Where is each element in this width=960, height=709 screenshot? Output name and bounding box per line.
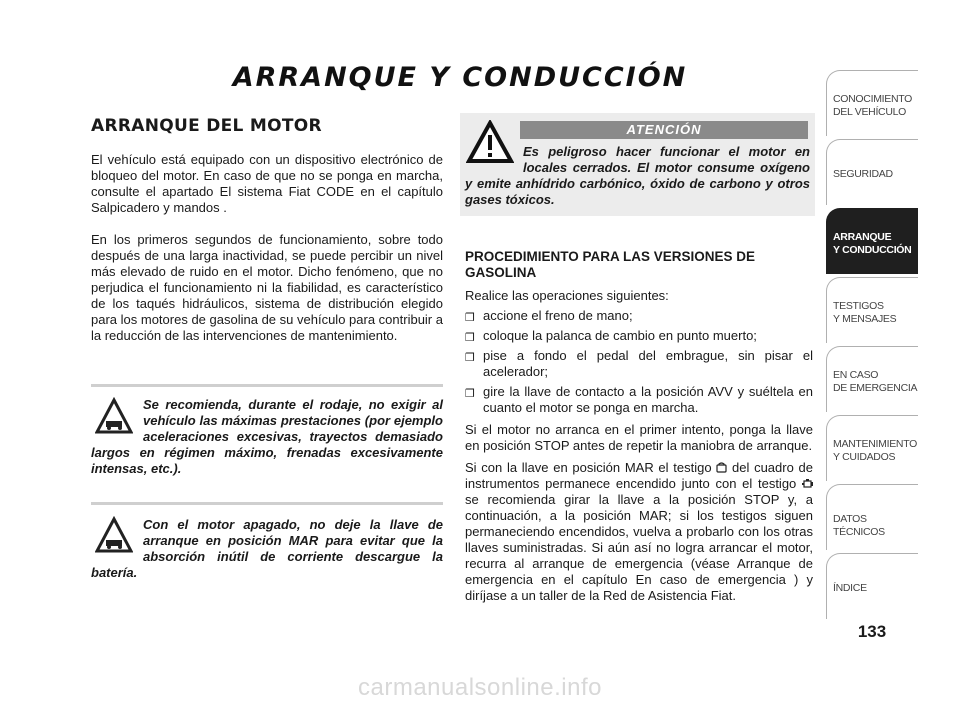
note-text: Con el motor apagado, no deje la llave de arranque en posición MAR para evitar que la absorción inútil de corriente descargue la batería. [91, 517, 443, 580]
section-title: ARRANQUE DEL MOTOR [91, 116, 322, 136]
noise-paragraph [91, 232, 443, 344]
page-title: ARRANQUE Y CONDUCCIÓN [232, 62, 688, 93]
checkbox-icon: ❒ [465, 388, 475, 400]
checkbox-icon: ❒ [465, 312, 475, 324]
note-running-in [91, 397, 443, 477]
list-item: ❒ pise a fondo el pedal del embrague, sin pisar el acelerador; [465, 348, 813, 379]
restart-paragraph: Si el motor no arranca en el primer intento, ponga la llave en posición STOP antes de repetir la maniobra de arranque. [465, 422, 813, 453]
procedure-body [465, 288, 813, 610]
engine-fault-indicator-icon [802, 478, 813, 489]
list-item: ❒ accione el freno de mano; [465, 308, 633, 324]
tab-arranque[interactable]: ARRANQUE Y CONDUCCIÓN [826, 208, 918, 274]
divider [91, 502, 443, 505]
checkbox-icon: ❒ [465, 352, 475, 364]
procedure-title: PROCEDIMIENTO PARA LAS VERSIONES DE GASOLINA [465, 249, 756, 280]
warning-text-block [465, 144, 810, 208]
list-item: ❒ coloque la palanca de cambio en punto muerto; [465, 328, 757, 344]
tab-conocimiento[interactable]: CONOCIMIENTO DEL VEHÍCULO [826, 70, 918, 136]
paragraph: El vehículo está equipado con un dispositivo electrónico de bloqueo del motor. En caso de que no se ponga en marcha, consulte el apartado El sistema Fiat CODE en el capítulo Salpicadero y mandos . [91, 152, 443, 215]
note-text: Se recomienda, durante el rodaje, no exigir al vehículo las máximas prestaciones (por ejemplo aceleraciones excesivas, trayectos demasiado largos en régimen máximo, frenadas excesivamente intensas, etc.). [91, 397, 443, 476]
fiat-code-indicator-icon [716, 462, 727, 473]
paragraph: En los primeros segundos de funcionamiento, sobre todo después de una larga inactividad, se puede percibir un nivel más elevado de ruido en el motor. Dicho fenómeno, que no perjudica el funcionamiento ni la fiabilidad, es característico de los taqués hidráulicos, sistema de distribución elegido para los motores de gasolina de su vehículo para contribuir a la reducción de las intervenciones de mantenimiento. [91, 232, 443, 343]
step-list [465, 308, 813, 416]
tab-testigos[interactable]: TESTIGOS Y MENSAJES [826, 277, 918, 343]
note-battery [91, 517, 443, 581]
divider [91, 384, 443, 387]
tab-mantenimiento[interactable]: MANTENIMIENTO Y CUIDADOS [826, 415, 918, 481]
list-item: ❒ gire la llave de contacto a la posición AVV y suéltela en cuanto el motor se ponga en marcha. [465, 384, 813, 415]
watermark: carmanualsonline.info [358, 674, 602, 701]
checkbox-icon: ❒ [465, 332, 475, 344]
tab-datos-tecnicos[interactable]: DATOS TÉCNICOS [826, 484, 918, 550]
indicator-paragraph: Si con la llave en posición MAR el testigo del cuadro de instrumentos permanece encendido junto con el testigo se recomienda girar la llave a la posición STOP y, a continuación, a la posición MAR; si los testigos siguen permaneciendo encendidos, vuelva a probarlo con los otras llaves suministradas. Si aún así no logra arrancar el motor, recurra al arranque de emergencia (véase Arranque de emergencia en el capítulo En caso de emergencia ) y diríjase a un taller de la Red de Asistencia Fiat. [465, 460, 813, 603]
tab-indice[interactable]: ÍNDICE [826, 553, 918, 619]
page-number: 133 [857, 622, 887, 641]
tab-emergencia[interactable]: EN CASO DE EMERGENCIA [826, 346, 918, 412]
warning-label: ATENCIÓN [520, 121, 808, 139]
tab-seguridad[interactable]: SEGURIDAD [826, 139, 918, 205]
procedure-intro: Realice las operaciones siguientes: [465, 288, 669, 303]
intro-paragraph [91, 152, 443, 216]
warning-text: Es peligroso hacer funcionar el motor en locales cerrados. El motor consume oxígeno y emite anhídrido carbónico, óxido de carbono y otros gases tóxicos. [465, 144, 810, 207]
